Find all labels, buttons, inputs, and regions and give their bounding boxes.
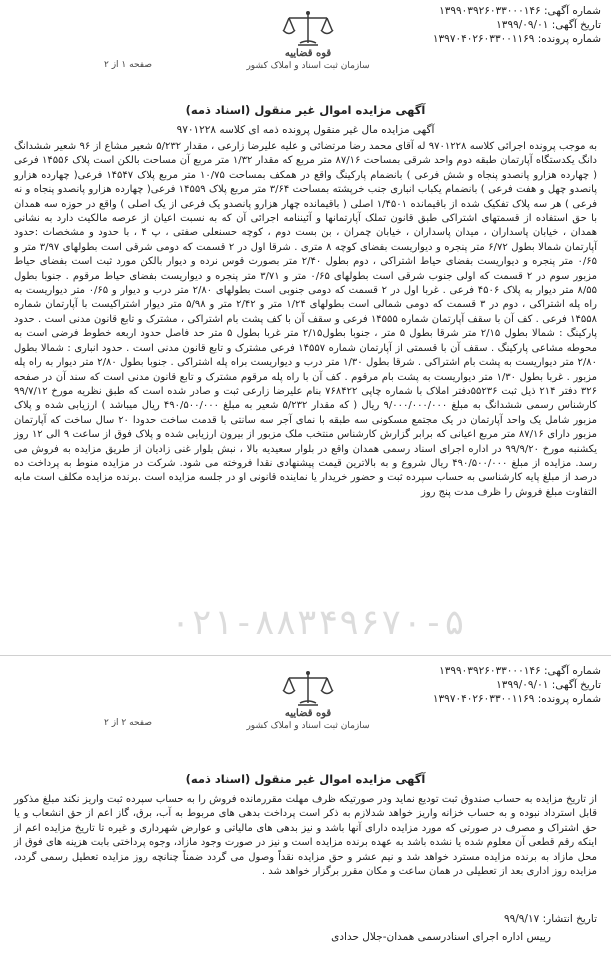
org-name-registry: سازمان ثبت اسناد و املاک کشور: [246, 721, 370, 731]
scales-of-justice-icon: [280, 10, 336, 48]
org-name-judiciary: قوه قضاییه: [284, 708, 332, 719]
notice-title: آگهی مزایده اموال غیر منقول (اسناد ذمه): [185, 103, 426, 117]
page-number: صفحه ۱ از ۲: [104, 60, 152, 70]
case-number: شماره پرونده: ۱۳۹۷۰۴۰۲۶۰۳۳۰۰۱۱۶۹: [432, 693, 601, 705]
notice-date: تاریخ آگهی: ۱۳۹۹/۰۹/۰۱: [496, 679, 601, 691]
judiciary-emblem: [246, 670, 370, 732]
scales-of-justice-icon: [280, 670, 336, 708]
publish-date: تاریخ انتشار: ۹۹/۹/۱۷: [503, 913, 597, 925]
org-name-judiciary: قوه قضاییه: [284, 48, 332, 59]
notice-header: [433, 4, 601, 46]
page-number: صفحه ۲ از ۲: [104, 718, 152, 728]
notice-header: [433, 664, 601, 706]
org-name-registry: سازمان ثبت اسناد و املاک کشور: [246, 61, 370, 71]
notice-number: شماره آگهی: ۱۳۹۹۰۳۹۲۶۰۳۳۰۰۰۱۴۶: [439, 5, 601, 17]
judiciary-emblem: [246, 10, 370, 72]
notice-number: شماره آگهی: ۱۳۹۹۰۳۹۲۶۰۳۳۰۰۰۱۴۶: [439, 665, 601, 677]
case-number: شماره پرونده: ۱۳۹۷۰۴۰۲۶۰۳۳۰۰۱۱۶۹: [432, 33, 601, 45]
signature-line: رییس اداره اجرای اسنادرسمی همدان-جلال حدادی: [331, 931, 551, 943]
notice-date: تاریخ آگهی: ۱۳۹۹/۰۹/۰۱: [496, 19, 601, 31]
notice-subtitle: آگهی مزایده مال غیر منقول پرونده ذمه ای کلاسه ۹۷۰۱۲۲۸: [176, 124, 435, 136]
notice-body: از تاریخ مزایده به حساب صندوق ثبت تودیع نماید ودر صورتیکه ظرف مهلت مقررمانده فروش را به حساب سپرده ثبت واریز نکند مبلغ مذکور قابل استرداد نبوده و به حساب خزانه واریز خواهد شدلازم به ذکر است پرداخت بدهی های مربوط به آب، برق، گاز اعم از حق انشعاب و یا حق اشتراک و مصرف در صورتی که مورد مزایده دارای آنها باشد و نیز بدهی های مالیاتی و عوارض شهرداری و غیره تا تاریخ مزایده اعم از اینکه رقم قطعی آن معلوم شده یا نشده باشد به عهده برنده مزایده است و نیز در صورت وجود مازاد، وجوه پرداختی بابت هزینه های فوق از محل مازاد به برنده مزایده مسترد خواهد شد و نیم عشر و حق مزایده نقداً وصول می گردد ضمناً چنانچه روز مزایده تعطیل رسمی گردد، مزایده روز اداری بعد از تعطیلی در همان ساعت و مکان مقرر برگزار خواهد شد .: [14, 794, 597, 878]
watermark-phone: ۰۲۱-۸۸۳۴۹۶۷۰-۵: [170, 603, 466, 643]
notice-page-2: [0, 656, 611, 966]
notice-body: به موجب پرونده اجرائی کلاسه ۹۷۰۱۲۲۸ له آقای محمد رضا مرتضائی و علیه علیرضا زارعی ، مقدار ۵/۲۳۲ شعیر مشاع از ۹۶ شعیر ششدانگ دانگ یکدستگاه آپارتمان طبقه دوم واحد شرقی بمساحت ۸۷/۱۶ متر مربع که مقدار ۱/۳۲ متر مربع آن مساحت بالکن است پلاک ۱۴۵۵۶ فرعی ( چهارده هزارو پانصدو پنجاه و شش فرعی ) بانضمام پارکینگ واقع در همکف بمساحت ۱۰/۷۵ متر مربع پلاک ۱۴۵۴۷ فرعی( چهارده هزارو پانصدو چهل و هفت فرعی ) بانضمام یکباب انباری جنب خرپشته بمساحت ۳/۶۴ متر مربع پلاک ۱۴۵۵۹ فرعی( چهارده هزارو پانصدو پنجاه و نه فرعی ) هر سه پلاک تفکیک شده از باقیمانده ۱/۴۵۰۱ اصلی ( باقیمانده چهار هزارو پانصدو یک فرعی از یک اصلی ) واقع در حوزه سه همدان با حق استفاده از قسمتهای اشتراکی طبق قانون تملک آپارتمانها و آئیننامه اجرائی آن که به نسبت اعیان از عرصه مالکیت دارد به نشانی همدان ، خیابان پاسداران ، میدان پاسداران ، خیابان چمران ، بن بست دوم ، کوچه حسنعلی صفتی ، پ ۴ ، با حدود و مشخصات :حدود آپارتمان شمالا بطول ۶/۷۲ متر پنجره و دیواریست بفضای کوچه ۸ متری . شرقا اول در ۲ قسمت که دومی شرقی است بطولهای ۳/۹۷ متر و ۰/۶۵ متر پنجره و دیواریست بفضای حیاط اشتراکی ، دوم بطول ۲/۴۰ متر بصورت قوس نرده و دیوار بالکن مورد ثبت است بفضای حیاط مزبور سوم در ۲ قسمت که اولی جنوب شرقی است بطولهای ۰/۶۵ متر و ۳/۷۱ متر پنجره و دیواریست بفضای حیاط مرقوم . جنوبا بطول ۸/۵۵ متر دیوار به پلاک ۴۵۰۶ فرعی . غربا اول در ۲ قسمت که دومی جنوبی است بطولهای ۲/۸۰ متر درب و دیوار و ۰/۶۵ متر دیواریست به راه پله اشتراکی ، دوم در ۳ قسمت که دومی شمالی است بطولهای ۱/۲۴ متر و ۲/۴۲ متر و ۵/۹۸ متر دیوار اشتراکیست با آپارتمان شماره ۱۴۵۵۸ فرعی . کف آن با سقف آپارتمان شماره ۱۴۵۵۵ فرعی و سقف آن با کف پشت بام اشتراکی ، مشترک و تابع قانون مدنی است . حدود پارکینگ : شمالا بطول ۲/۱۵ متر شرقا بطول ۵ متر ، جنوبا بطول۲/۱۵ متر غربا بطول ۵ متر حد فاصل حدود اربعه خطوط فرضی است به محوطه مشاعی پارکینگ . سقف آن با قسمتی از آپارتمان شماره ۱۴۵۵۷ فرعی مشترک و تابع قانون مدنی است . حدود انباری : شمالا بطول ۲/۸۰ متر دیواریست به پشت بام اشتراکی . شرقا بطول ۱/۳۰ متر درب و دیواریست براه پله اشتراکی . جنوبا بطول ۲/۸۰ متر دیوار به راه پله مزبور . غربا بطول ۱/۳۰ متر دیواریست به پشت بام مرقوم . کف آن با راه پله مرقوم مشترک و تابع قانون مدنی است که سند آن در صفحه ۳۲۶ دفتر ۲۱۴ ذیل ثبت ۵۵۲۳۶دفتر املاک با شماره چاپی ۷۶۸۴۲۲ بنام علیرضا زارعی ثبت و صادر شده است که طبق نظریه مورخ ۹۹/۷/۱۲ کارشناس رسمی ششدانگ به مبلغ ۹/۰۰۰/۰۰۰/۰۰۰ ریال ( که مقدار ۵/۲۳۲ شعیر به مبلغ ۴۹۰/۵۰۰/۰۰۰ ریال میباشد ) ارزیابی شده و پلاک مزبور شامل یک واحد آپارتمان در یک مجتمع مسکونی سه طبقه با نمای آجر سه سانتی با قدمت ساخت حدودا ۲۰ سال ساخت که آپارتمان مزبور دارای ۸۷/۱۶ متر مربع اعیانی که برابر گزارش کارشناس منتخب ملک مزبور از بیرون ارزیابی شده و پلاک فوق از ساعت ۹ الی ۱۲ روز یکشنبه مورخ ۹۹/۹/۲۰ در اداره اجرای اسناد رسمی همدان واقع در بلوار سعیدیه بالا ، نبش بلوار غنی زادیان از طریق مزایده به فروش می رسد. مزایده از مبلغ ۴۹۰/۵۰۰/۰۰۰ ریال شروع و به بالاترین قیمت پیشنهادی نقدا فروخته می شود. شرکت در مزایده منوط به پرداخت ده درصد از مبلغ پایه کارشناسی به حساب سپرده ثبت و حضور خریدار یا نماینده قانونی او در جلسه مزایده است .برنده مزایده مکلف است مابه التفاوت مبلغ فروش را ظرف مدت پنج روز: [14, 141, 598, 498]
notice-title: آگهی مزایده اموال غیر منقول (اسناد ذمه): [185, 772, 426, 786]
